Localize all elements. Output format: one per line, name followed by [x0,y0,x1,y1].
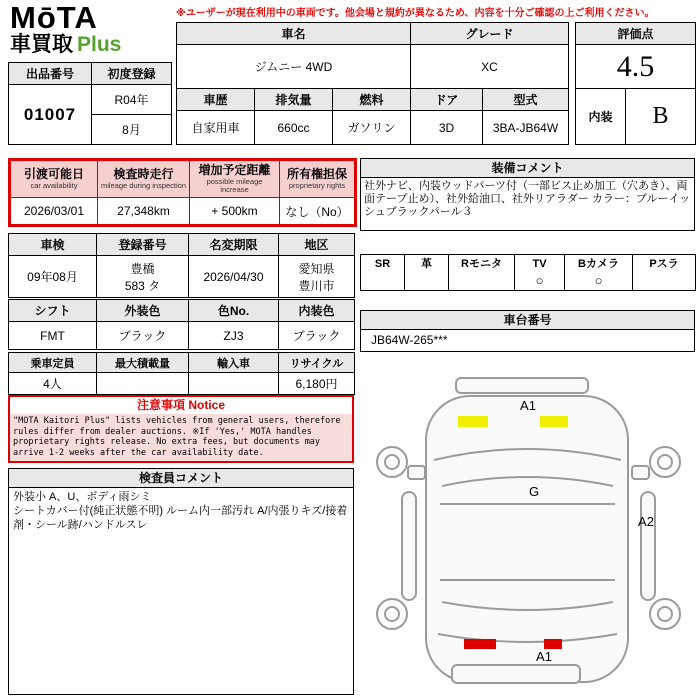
listing-number-value: 01007 [9,85,92,145]
door-value: 3D [411,111,483,145]
door-label: ドア [411,89,483,111]
int-color-value: ブラック [279,322,355,350]
left-side-sill [402,492,416,600]
availability-table [8,158,357,227]
district-value: 愛知県 豊川市 [279,256,355,298]
equip-power-slide-cell: Pスラ [633,255,696,291]
notice-box [8,395,354,463]
proprietary-rights-label: 所有権担保 proprietary rights [280,160,356,198]
first-reg-label: 初度登録 [92,63,172,85]
ext-color-label: 外装色 [97,300,189,322]
equip-backup-camera-cell: Bカメラ ○ [565,255,633,291]
diagram-label-rear-a1: A1 [536,649,552,664]
district-label: 地区 [279,234,355,256]
fuel-label: 燃料 [333,89,411,111]
first-reg-month: 8月 [92,115,172,145]
inspection-mileage-value: 27,348km [98,198,190,226]
history-value: 自家用車 [177,111,255,145]
shift-label: シフト [9,300,97,322]
regno-value: 豊橋 583 タ [97,256,189,298]
equip-sunroof-cell: SR [361,255,405,291]
availability-date-value: 2026/03/01 [10,198,98,226]
roof-rack-shape [456,378,588,393]
regno-label: 登録番号 [97,234,189,256]
availability-date-label: 引渡可能日 car availability [10,160,98,198]
shift-value: FMT [9,322,97,350]
equipment-flags-table [360,254,696,291]
grade-label: グレード [411,23,569,45]
damage-mark-front-left [458,416,488,427]
diagram-label-front-a1: A1 [520,398,536,413]
diagram-label-right-a2: A2 [638,514,654,529]
color-no-label: 色No. [189,300,279,322]
imported-value [189,373,279,395]
registration-table [8,233,355,298]
shaken-label: 車検 [9,234,97,256]
logo-plus-text: Plus [77,33,122,56]
equip-tv-cell: TV ○ [515,255,565,291]
mota-sub-brand [10,34,121,55]
first-reg-year: R04年 [92,85,172,115]
mileage-increase-value: + 500km [190,198,280,226]
vehicle-table [176,22,569,145]
int-color-label: 内装色 [279,300,355,322]
max-load-label: 最大積載量 [97,353,189,373]
model-label: 型式 [483,89,569,111]
spec-table [8,299,355,350]
capacity-table [8,352,355,395]
displacement-label: 排気量 [255,89,333,111]
car-top-view-diagram [362,376,695,696]
model-value: 3BA-JB64W [483,111,569,145]
listing-table [8,62,172,145]
displacement-value: 660cc [255,111,333,145]
equipment-comment-box [360,158,695,231]
equip-leather-cell: 革 [405,255,449,291]
notice-title: 注意事項 Notice [136,398,225,412]
proprietary-rights-value: なし（No） [280,198,356,226]
interior-grade-value: B [626,89,696,145]
diagram-label-center-g: G [528,484,540,499]
inspector-comment-title: 検査員コメント [8,468,354,488]
damage-mark-rear-left [464,639,496,649]
namechange-value: 2026/04/30 [189,256,279,298]
mota-logo [10,2,121,55]
damage-mark-front-right [540,416,568,427]
max-load-value [97,373,189,395]
shaken-value: 09年08月 [9,256,97,298]
logo-kaitori-text: 車買取 [10,33,73,56]
right-side-sill [641,492,655,600]
usage-warning-banner: ※ユーザーが現在利用中の車両です。他会場と規約が異なるため、内容を十分ご確認の上ご利用ください。 [176,8,655,19]
rear-left-hub [385,607,399,621]
inspector-comment-box [8,468,354,695]
listing-number-label: 出品番号 [9,63,92,85]
right-mirror [632,466,649,479]
front-right-hub [658,455,672,469]
seats-label: 乗車定員 [9,353,97,373]
history-label: 車歴 [177,89,255,111]
seats-value: 4人 [9,373,97,395]
rear-bumper-shape [452,665,580,683]
recycle-label: リサイクル [279,353,355,373]
score-table [575,22,696,145]
inspector-comment-text: 外装小 A、U、ボディ雨シミ シートカバー付(純正状態不明) ルーム内一部汚れ A/内張りキズ/接着剤・シール跡/ハンドルスレ [8,488,354,695]
interior-grade-label: 内装 [576,89,626,145]
mota-brand-text: MōTA [10,0,98,35]
score-label: 評価点 [576,23,696,45]
car-name-label: 車名 [177,23,411,45]
inspection-mileage-label: 検査時走行 mileage during inspection [98,160,190,198]
equipment-comment-title: 装備コメント [360,158,695,178]
equipment-comment-text: 社外ナビ、内装ウッドパーツ付（一部ビス止め加工（穴あき）、両面テープ止め）、社外給油口、社外リアラダー カラー：ブルーイッシュブラックパール３ [360,178,695,231]
ext-color-value: ブラック [97,322,189,350]
recycle-value: 6,180円 [279,373,355,395]
chassis-number-title: 車台番号 [360,310,695,330]
car-name-value: ジムニー 4WD [177,45,411,89]
car-body-outline [426,396,628,682]
grade-value: XC [411,45,569,89]
imported-label: 輸入車 [189,353,279,373]
score-value: 4.5 [576,45,696,89]
namechange-label: 名変期限 [189,234,279,256]
damage-mark-rear-right [544,639,562,649]
chassis-number-box [360,310,695,352]
equip-rear-monitor-cell: Rモニタ [449,255,515,291]
left-mirror [408,466,425,479]
rear-right-hub [658,607,672,621]
fuel-value: ガソリン [333,111,411,145]
mileage-increase-label: 増加予定距離 possible mileage increase [190,160,280,198]
color-no-value: ZJ3 [189,322,279,350]
notice-text: "MOTA Kaitori Plus" lists vehicles from general users, therefore rules differ from dealer auctions. ※If 'Yes,' MOTA handles proprietary rights release. No extra fees, but documents may arrive 1-2 weeks after the car availability date. [10,414,352,461]
front-left-hub [385,455,399,469]
chassis-number-value: JB64W-265*** [360,330,695,352]
